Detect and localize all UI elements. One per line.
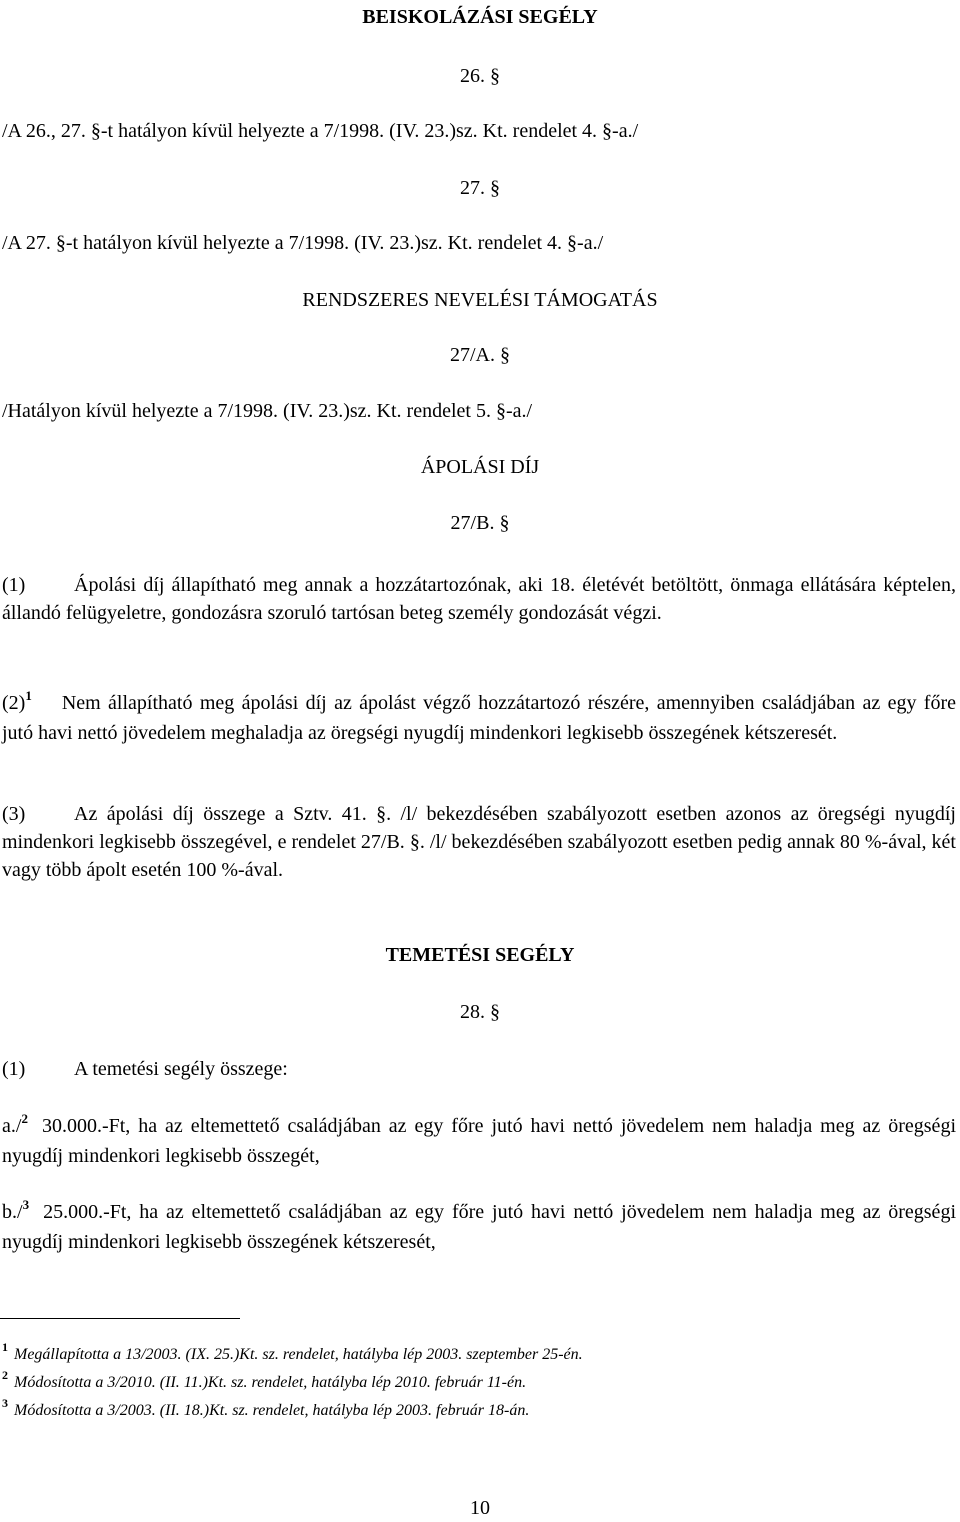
section-title-beiskolazasi: BEISKOLÁZÁSI SEGÉLY [362,6,598,28]
footnote-ref-2: 2 [21,1111,28,1126]
footnote-3-text: Módosította a 3/2003. (II. 18.)Kt. sz. rendelet, hatályba lép 2003. február 18-án. [14,1402,530,1419]
footnote-3-number: 3 [2,1396,8,1410]
apolasi-p3-label: (3) [2,803,26,825]
footnote-2-text: Módosította a 3/2010. (II. 11.)Kt. sz. rendelet, hatályba lép 2010. február 11-én. [14,1374,527,1391]
footnote-2-number: 2 [2,1368,8,1382]
temetesi-a-text: 30.000.-Ft, ha az eltemettető családjában az egy főre jutó havi nettó jövedelem nem haladja meg az öregségi nyugdíj mindenkori legkisebb összegét, [2,1115,956,1167]
repeal-note-27: /A 27. §-t hatályon kívül helyezte a 7/1998. (IV. 23.)sz. Kt. rendelet 4. §-a./ [2,232,604,254]
apolasi-paragraph-2 [2,689,956,747]
temetesi-b-text: 25.000.-Ft, ha az eltemettető családjában az egy főre jutó havi nettó jövedelem nem haladja meg az öregségi nyugdíj mindenkori legkisebb összegének kétszeresét, [2,1201,956,1253]
paragraph-number-27: 27. § [460,177,500,199]
section-title-apolasi: ÁPOLÁSI DÍJ [420,456,540,478]
apolasi-paragraph-3 [2,800,956,884]
apolasi-paragraph-1 [2,571,956,627]
temetesi-paragraph-1 [2,1055,288,1083]
paragraph-number-27a: 27/A. § [450,344,510,366]
section-title-rendszeres: RENDSZERES NEVELÉSI TÁMOGATÁS [302,289,658,311]
temetesi-p1-label: (1) [2,1058,26,1080]
temetesi-item-b [2,1198,956,1256]
page-number: 10 [470,1497,490,1519]
repeal-note-27a: /Hatályon kívül helyezte a 7/1998. (IV. 23.)sz. Kt. rendelet 5. §-a./ [2,400,533,422]
footnote-ref-1: 1 [25,688,32,703]
paragraph-number-28: 28. § [460,1001,500,1023]
paragraph-number-27b: 27/B. § [450,512,510,534]
apolasi-p3-text: Az ápolási díj összege a Sztv. 41. §. /l/ bekezdésében szabályozott esetben azonos az öregségi nyugdíj mindenkori legkisebb összegével, e rendelet 27/B. §. /l/ bekezdésében szabályozott esetben pedig annak 80 %-ával, két vagy több ápolt esetén 100 %-ával. [2,803,956,881]
temetesi-b-label: b./ [2,1201,23,1223]
temetesi-item-a [2,1112,956,1170]
footnote-1-number: 1 [2,1340,8,1354]
apolasi-p1-label: (1) [2,574,26,596]
footnote-separator [0,1318,240,1319]
footnote-1 [2,1340,583,1366]
apolasi-p2-text: Nem állapítható meg ápolási díj az ápolást végző hozzátartozó részére, amennyiben családjában az egy főre jutó havi nettó jövedelem meghaladja az öregségi nyugdíj mindenkori legkisebb összegének kétszeresét. [2,692,956,744]
footnote-2 [2,1368,527,1394]
repeal-note-26-27: /A 26., 27. §-t hatályon kívül helyezte a 7/1998. (IV. 23.)sz. Kt. rendelet 4. §-a./ [2,120,639,142]
footnote-3 [2,1396,530,1422]
footnote-ref-3: 3 [22,1197,30,1212]
paragraph-number-26: 26. § [460,65,500,87]
temetesi-a-label: a./ [2,1115,22,1137]
section-title-temetesi: TEMETÉSI SEGÉLY [385,944,575,966]
apolasi-p1-text: Ápolási díj állapítható meg annak a hozzátartozónak, aki 18. életévét betöltött, önmaga ellátására képtelen, állandó felügyeletre, gondozásra szoruló tartósan beteg személy gondozását végzi. [2,574,956,624]
apolasi-p2-label: (2) [2,692,26,714]
footnote-1-text: Megállapította a 13/2003. (IX. 25.)Kt. sz. rendelet, hatályba lép 2003. szeptember 25-én. [14,1346,583,1363]
temetesi-p1-text: A temetési segély összege: [74,1058,288,1080]
